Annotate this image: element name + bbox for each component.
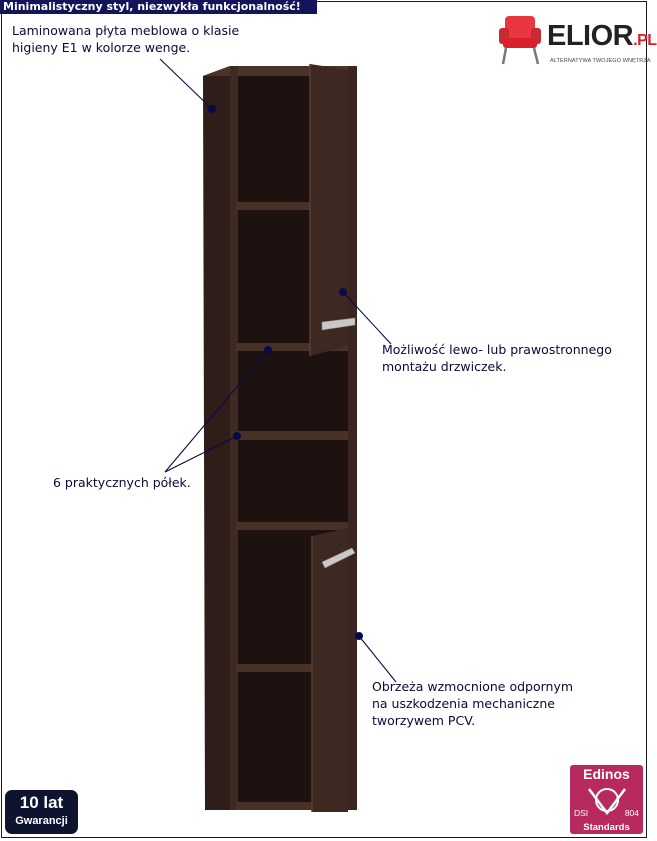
- annotation-shelves: 6 praktycznych półek.: [53, 475, 191, 490]
- checkmark-icon: [587, 785, 627, 815]
- tagline-banner: Minimalistyczny styl, niezwykła funkcjonalność!: [0, 0, 317, 14]
- warranty-label: Gwarancji: [15, 815, 68, 827]
- cabinet-side-panel: [203, 66, 232, 810]
- logo-wordmark: ELIOR.PL: [547, 20, 657, 52]
- marker-dot: [233, 432, 241, 440]
- marker-dot: [339, 288, 347, 296]
- upper-door: [310, 64, 348, 356]
- annotation-line: Możliwość lewo- lub prawostronnego: [382, 342, 612, 357]
- cabinet-right-panel: [348, 66, 357, 810]
- shelf: [236, 431, 348, 440]
- annotation-line: Obrzeża wzmocnione odpornym: [372, 679, 574, 694]
- edinos-number: 804: [624, 808, 639, 818]
- annotation-edges: [372, 678, 573, 729]
- edinos-standards: Standards: [583, 822, 630, 833]
- annotation-line: higieny E1 w kolorze wenge.: [12, 40, 191, 55]
- leader-edges: [359, 636, 396, 682]
- lower-door: [312, 528, 348, 812]
- edinos-dsi: DSI: [574, 808, 589, 818]
- shelf: [236, 522, 348, 530]
- annotation-line: na uszkodzenia mechaniczne: [372, 696, 555, 711]
- warranty-badge: [5, 790, 78, 834]
- warranty-years: 10 lat: [19, 793, 64, 812]
- edinos-brand: Edinos: [583, 766, 630, 782]
- annotation-material: [12, 22, 239, 56]
- annotation-line: Laminowana płyta meblowa o klasie: [12, 23, 240, 38]
- logo-slogan: ALTERNATYWA TWOJEGO WNĘTRZA: [550, 58, 651, 64]
- marker-dot: [355, 632, 363, 640]
- annotation-line: tworzywem PCV.: [372, 713, 476, 728]
- edinos-certificate-badge: [570, 765, 643, 834]
- marker-dot: [208, 105, 216, 113]
- marker-dot: [264, 346, 272, 354]
- annotation-line: montażu drzwiczek.: [382, 359, 507, 374]
- annotation-doors: [382, 341, 612, 375]
